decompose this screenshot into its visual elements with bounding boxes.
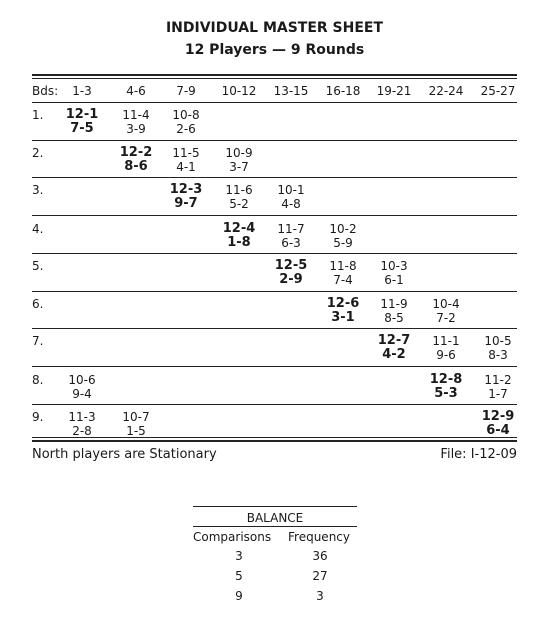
pairing-cell xyxy=(432,334,459,362)
north-south-pair: 12-3 xyxy=(169,182,203,197)
pairing-cell xyxy=(66,108,99,136)
round-label: 1. xyxy=(32,108,44,122)
east-west-pair: 1-5 xyxy=(126,424,146,438)
pairing-cell xyxy=(380,259,407,287)
north-south-pair: 10-9 xyxy=(225,146,253,160)
balance-frequency-value: 36 xyxy=(312,549,328,563)
north-south-pair: 11-4 xyxy=(122,108,150,122)
pairing-cell xyxy=(68,410,95,438)
round-label: 2. xyxy=(32,146,44,160)
north-south-pair: 12-4 xyxy=(222,221,256,236)
round-label: 5. xyxy=(32,259,44,273)
boards-header-label: Bds: xyxy=(32,84,59,98)
pairing-cell xyxy=(432,297,459,325)
pairing-cell xyxy=(120,146,153,174)
north-south-pair: 12-2 xyxy=(119,145,153,160)
north-south-pair: 11-5 xyxy=(172,146,200,160)
north-south-pair: 11-3 xyxy=(68,410,96,424)
north-south-pair: 11-7 xyxy=(277,222,305,236)
round-label: 8. xyxy=(32,373,44,387)
pairing-cell xyxy=(170,183,203,211)
pairing-cell xyxy=(484,373,511,401)
balance-header-frequency: Frequency xyxy=(288,530,350,544)
north-south-pair: 12-6 xyxy=(326,296,360,311)
pairing-cell xyxy=(327,297,360,325)
column-header: 16-18 xyxy=(325,84,361,98)
east-west-pair: 6-4 xyxy=(486,423,510,438)
north-south-pair: 11-6 xyxy=(225,183,253,197)
balance-header-comparisons: Comparisons xyxy=(193,530,272,544)
table-rule xyxy=(32,74,517,76)
file-label: File: I-12-09 xyxy=(440,447,517,462)
east-west-pair: 2-6 xyxy=(176,122,196,136)
east-west-pair: 5-9 xyxy=(333,236,353,250)
table-rule xyxy=(32,102,517,103)
row-divider xyxy=(32,215,517,216)
east-west-pair: 2-9 xyxy=(279,272,303,287)
east-west-pair: 1-7 xyxy=(488,387,508,401)
row-divider xyxy=(32,291,517,292)
north-south-pair: 10-5 xyxy=(484,334,512,348)
pairing-cell xyxy=(223,222,256,250)
north-south-pair: 11-2 xyxy=(484,373,512,387)
east-west-pair: 3-1 xyxy=(331,310,355,325)
column-header: 19-21 xyxy=(376,84,412,98)
pairing-cell xyxy=(378,334,411,362)
pairing-cell xyxy=(122,108,149,136)
row-divider xyxy=(32,366,517,367)
pairing-cell xyxy=(172,108,199,136)
row-divider xyxy=(32,253,517,254)
east-west-pair: 5-2 xyxy=(229,197,249,211)
round-label: 3. xyxy=(32,183,44,197)
pairing-cell xyxy=(68,373,95,401)
pairing-cell xyxy=(172,146,199,174)
column-header: 22-24 xyxy=(428,84,464,98)
north-south-pair: 10-1 xyxy=(277,183,305,197)
east-west-pair: 8-5 xyxy=(384,311,404,325)
balance-frequency-value: 3 xyxy=(316,589,324,603)
north-south-pair: 12-8 xyxy=(429,372,463,387)
pairing-cell xyxy=(430,373,463,401)
north-south-pair: 10-2 xyxy=(329,222,357,236)
east-west-pair: 3-9 xyxy=(126,122,146,136)
column-header: 10-12 xyxy=(221,84,257,98)
north-south-pair: 10-4 xyxy=(432,297,460,311)
north-south-pair: 11-8 xyxy=(329,259,357,273)
east-west-pair: 6-3 xyxy=(281,236,301,250)
north-south-pair: 10-7 xyxy=(122,410,150,424)
east-west-pair: 4-8 xyxy=(281,197,301,211)
round-label: 4. xyxy=(32,222,44,236)
row-divider xyxy=(32,404,517,405)
east-west-pair: 1-8 xyxy=(227,235,251,250)
pairing-cell xyxy=(275,259,308,287)
sheet-subtitle: 12 Players — 9 Rounds xyxy=(184,42,365,58)
column-header: 13-15 xyxy=(273,84,309,98)
row-divider xyxy=(32,140,517,141)
east-west-pair: 4-2 xyxy=(382,347,406,362)
pairing-cell xyxy=(329,259,356,287)
east-west-pair: 9-4 xyxy=(72,387,92,401)
north-south-pair: 11-9 xyxy=(380,297,408,311)
column-header: 7-9 xyxy=(176,84,196,98)
balance-frequency-value: 27 xyxy=(312,569,328,583)
east-west-pair: 8-6 xyxy=(124,159,148,174)
column-header: 4-6 xyxy=(126,84,146,98)
pairing-cell xyxy=(122,410,149,438)
balance-top-rule xyxy=(193,506,357,507)
north-south-pair: 12-9 xyxy=(481,409,515,424)
pairing-cell xyxy=(225,146,252,174)
north-south-pair: 11-1 xyxy=(432,334,460,348)
north-south-pair: 12-1 xyxy=(65,107,99,122)
north-south-pair: 12-7 xyxy=(377,333,411,348)
table-rule xyxy=(32,437,517,438)
table-rule xyxy=(32,78,517,79)
column-header: 1-3 xyxy=(72,84,92,98)
east-west-pair: 2-8 xyxy=(72,424,92,438)
column-header: 25-27 xyxy=(480,84,516,98)
balance-title-rule xyxy=(193,526,357,527)
pairing-cell xyxy=(380,297,407,325)
east-west-pair: 7-4 xyxy=(333,273,353,287)
sheet-title: INDIVIDUAL MASTER SHEET xyxy=(165,20,384,36)
round-label: 9. xyxy=(32,410,44,424)
east-west-pair: 7-5 xyxy=(70,121,94,136)
row-divider xyxy=(32,328,517,329)
pairing-cell xyxy=(277,183,304,211)
balance-title: BALANCE xyxy=(246,511,304,525)
east-west-pair: 9-6 xyxy=(436,348,456,362)
balance-comparisons-value: 5 xyxy=(235,569,243,583)
north-south-pair: 10-8 xyxy=(172,108,200,122)
footer-note: North players are Stationary xyxy=(32,447,217,462)
east-west-pair: 9-7 xyxy=(174,196,198,211)
pairing-cell xyxy=(482,410,515,438)
pairing-cell xyxy=(277,222,304,250)
pairing-cell xyxy=(225,183,252,211)
east-west-pair: 8-3 xyxy=(488,348,508,362)
row-divider xyxy=(32,177,517,178)
round-label: 7. xyxy=(32,334,44,348)
east-west-pair: 7-2 xyxy=(436,311,456,325)
east-west-pair: 6-1 xyxy=(384,273,404,287)
north-south-pair: 12-5 xyxy=(274,258,308,273)
east-west-pair: 3-7 xyxy=(229,160,249,174)
table-rule xyxy=(32,440,517,442)
balance-comparisons-value: 9 xyxy=(235,589,243,603)
balance-comparisons-value: 3 xyxy=(235,549,243,563)
east-west-pair: 4-1 xyxy=(176,160,196,174)
pairing-cell xyxy=(329,222,356,250)
north-south-pair: 10-6 xyxy=(68,373,96,387)
north-south-pair: 10-3 xyxy=(380,259,408,273)
pairing-cell xyxy=(484,334,511,362)
round-label: 6. xyxy=(32,297,44,311)
east-west-pair: 5-3 xyxy=(434,386,458,401)
